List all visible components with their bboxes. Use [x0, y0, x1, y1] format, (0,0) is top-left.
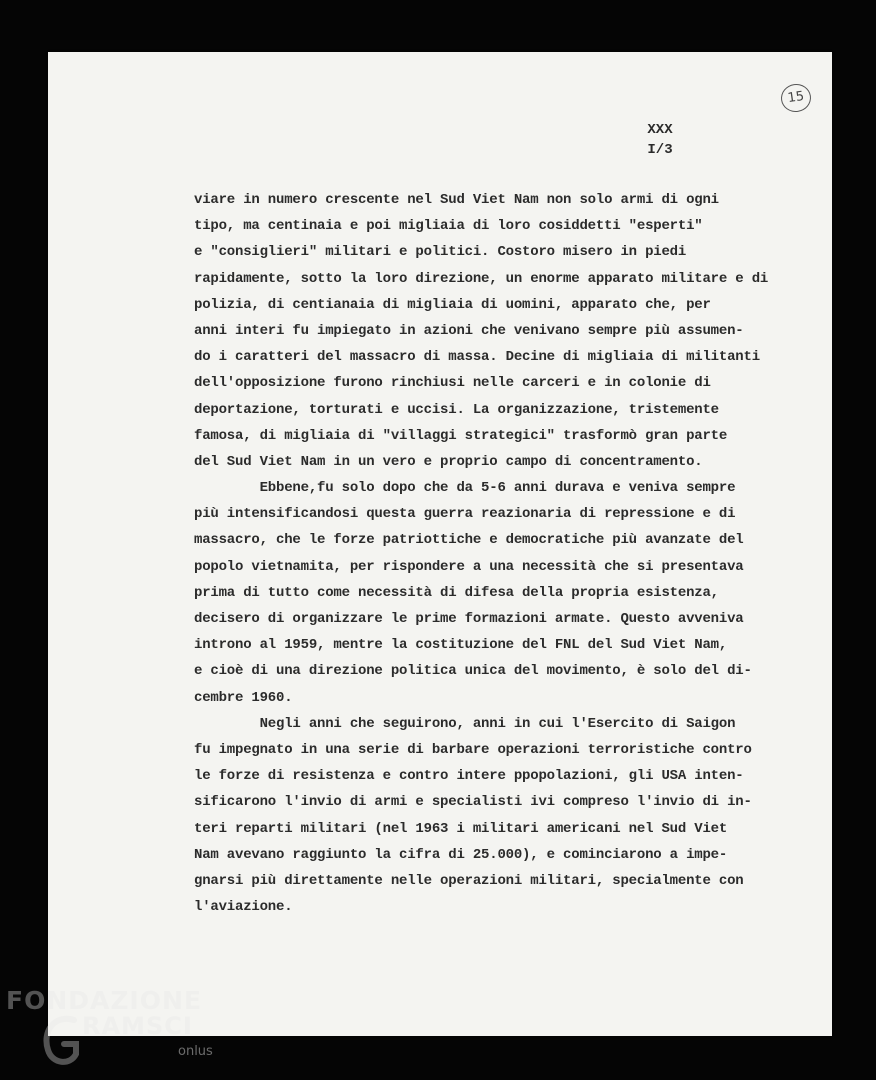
g-logo-icon: [40, 1010, 84, 1072]
text-line: l'aviazione.: [194, 899, 293, 916]
text-line: sificarono l'invio di armi e specialisti ivi compreso l'invio di in-: [194, 794, 752, 811]
text-line: più intensificandosi questa guerra reazionaria di repressione e di: [194, 506, 736, 523]
text-line: del Sud Viet Nam in un vero e proprio campo di concentramento.: [194, 453, 703, 470]
text-line: gnarsi più direttamente nelle operazioni militari, specialmente con: [194, 872, 744, 889]
text-line: cembre 1960.: [194, 689, 293, 706]
watermark-line1: FONDAZIONE: [6, 986, 203, 1015]
text-line: Negli anni che seguirono, anni in cui l'Esercito di Saigon: [194, 715, 736, 732]
text-line: decisero di organizzare le prime formazioni armate. Questo avveniva: [194, 611, 744, 627]
text-line: famosa, di migliaia di "villaggi strategici" trasformò gran parte: [194, 427, 728, 444]
typed-body-text: [194, 187, 824, 920]
text-line: dell'opposizione furono rinchiusi nelle carceri e in colonie di: [194, 375, 711, 392]
text-line: deportazione, torturati e uccisi. La organizzazione, tristemente: [194, 401, 719, 418]
text-line: popolo vietnamita, per rispondere a una necessità che si presentava: [194, 558, 744, 575]
text-line: tipo, ma centinaia e poi migliaia di loro cosiddetti "esperti": [194, 218, 703, 235]
text-line: le forze di resistenza e contro intere ppopolazioni, gli USA inten-: [194, 768, 744, 785]
text-line: viare in numero crescente nel Sud Viet Nam non solo armi di ogni: [194, 192, 719, 208]
document-reference: [640, 120, 680, 160]
text-line: anni interi fu impiegato in azioni che venivano sempre più assumen-: [194, 322, 744, 339]
text-line: rapidamente, sotto la loro direzione, un enorme apparato militare e di: [194, 270, 769, 287]
fondazione-gramsci-watermark: [6, 986, 226, 1076]
text-line: e "consiglieri" militari e politici. Costoro misero in piedi: [194, 244, 687, 261]
handwritten-page-number: 15: [779, 82, 813, 114]
watermark-line2: RAMSCI: [82, 1012, 193, 1040]
text-line: teri reparti militari (nel 1963 i militari americani nel Sud Viet: [194, 820, 728, 837]
text-line: polizia, di centianaia di migliaia di uomini, apparato che, per: [194, 296, 711, 313]
text-line: prima di tutto come necessità di difesa della propria esistenza,: [194, 584, 719, 601]
text-line: Ebbene,fu solo dopo che da 5-6 anni durava e veniva sempre: [194, 480, 736, 497]
watermark-suffix: onlus: [178, 1044, 213, 1059]
text-line: introno al 1959, mentre la costituzione del FNL del Sud Viet Nam,: [194, 637, 728, 654]
text-line: fu impegnato in una serie di barbare operazioni terroristiche contro: [194, 741, 752, 758]
text-line: Nam avevano raggiunto la cifra di 25.000), e cominciarono a impe-: [194, 846, 728, 863]
text-line: do i caratteri del massacro di massa. Decine di migliaia di militanti: [194, 349, 760, 366]
text-line: e cioè di una direzione politica unica del movimento, è solo del di-: [194, 663, 752, 680]
text-line: massacro, che le forze patriottiche e democratiche più avanzate del: [194, 532, 744, 549]
reference-page: I/3: [647, 142, 673, 158]
reference-series: XXX: [647, 122, 673, 138]
